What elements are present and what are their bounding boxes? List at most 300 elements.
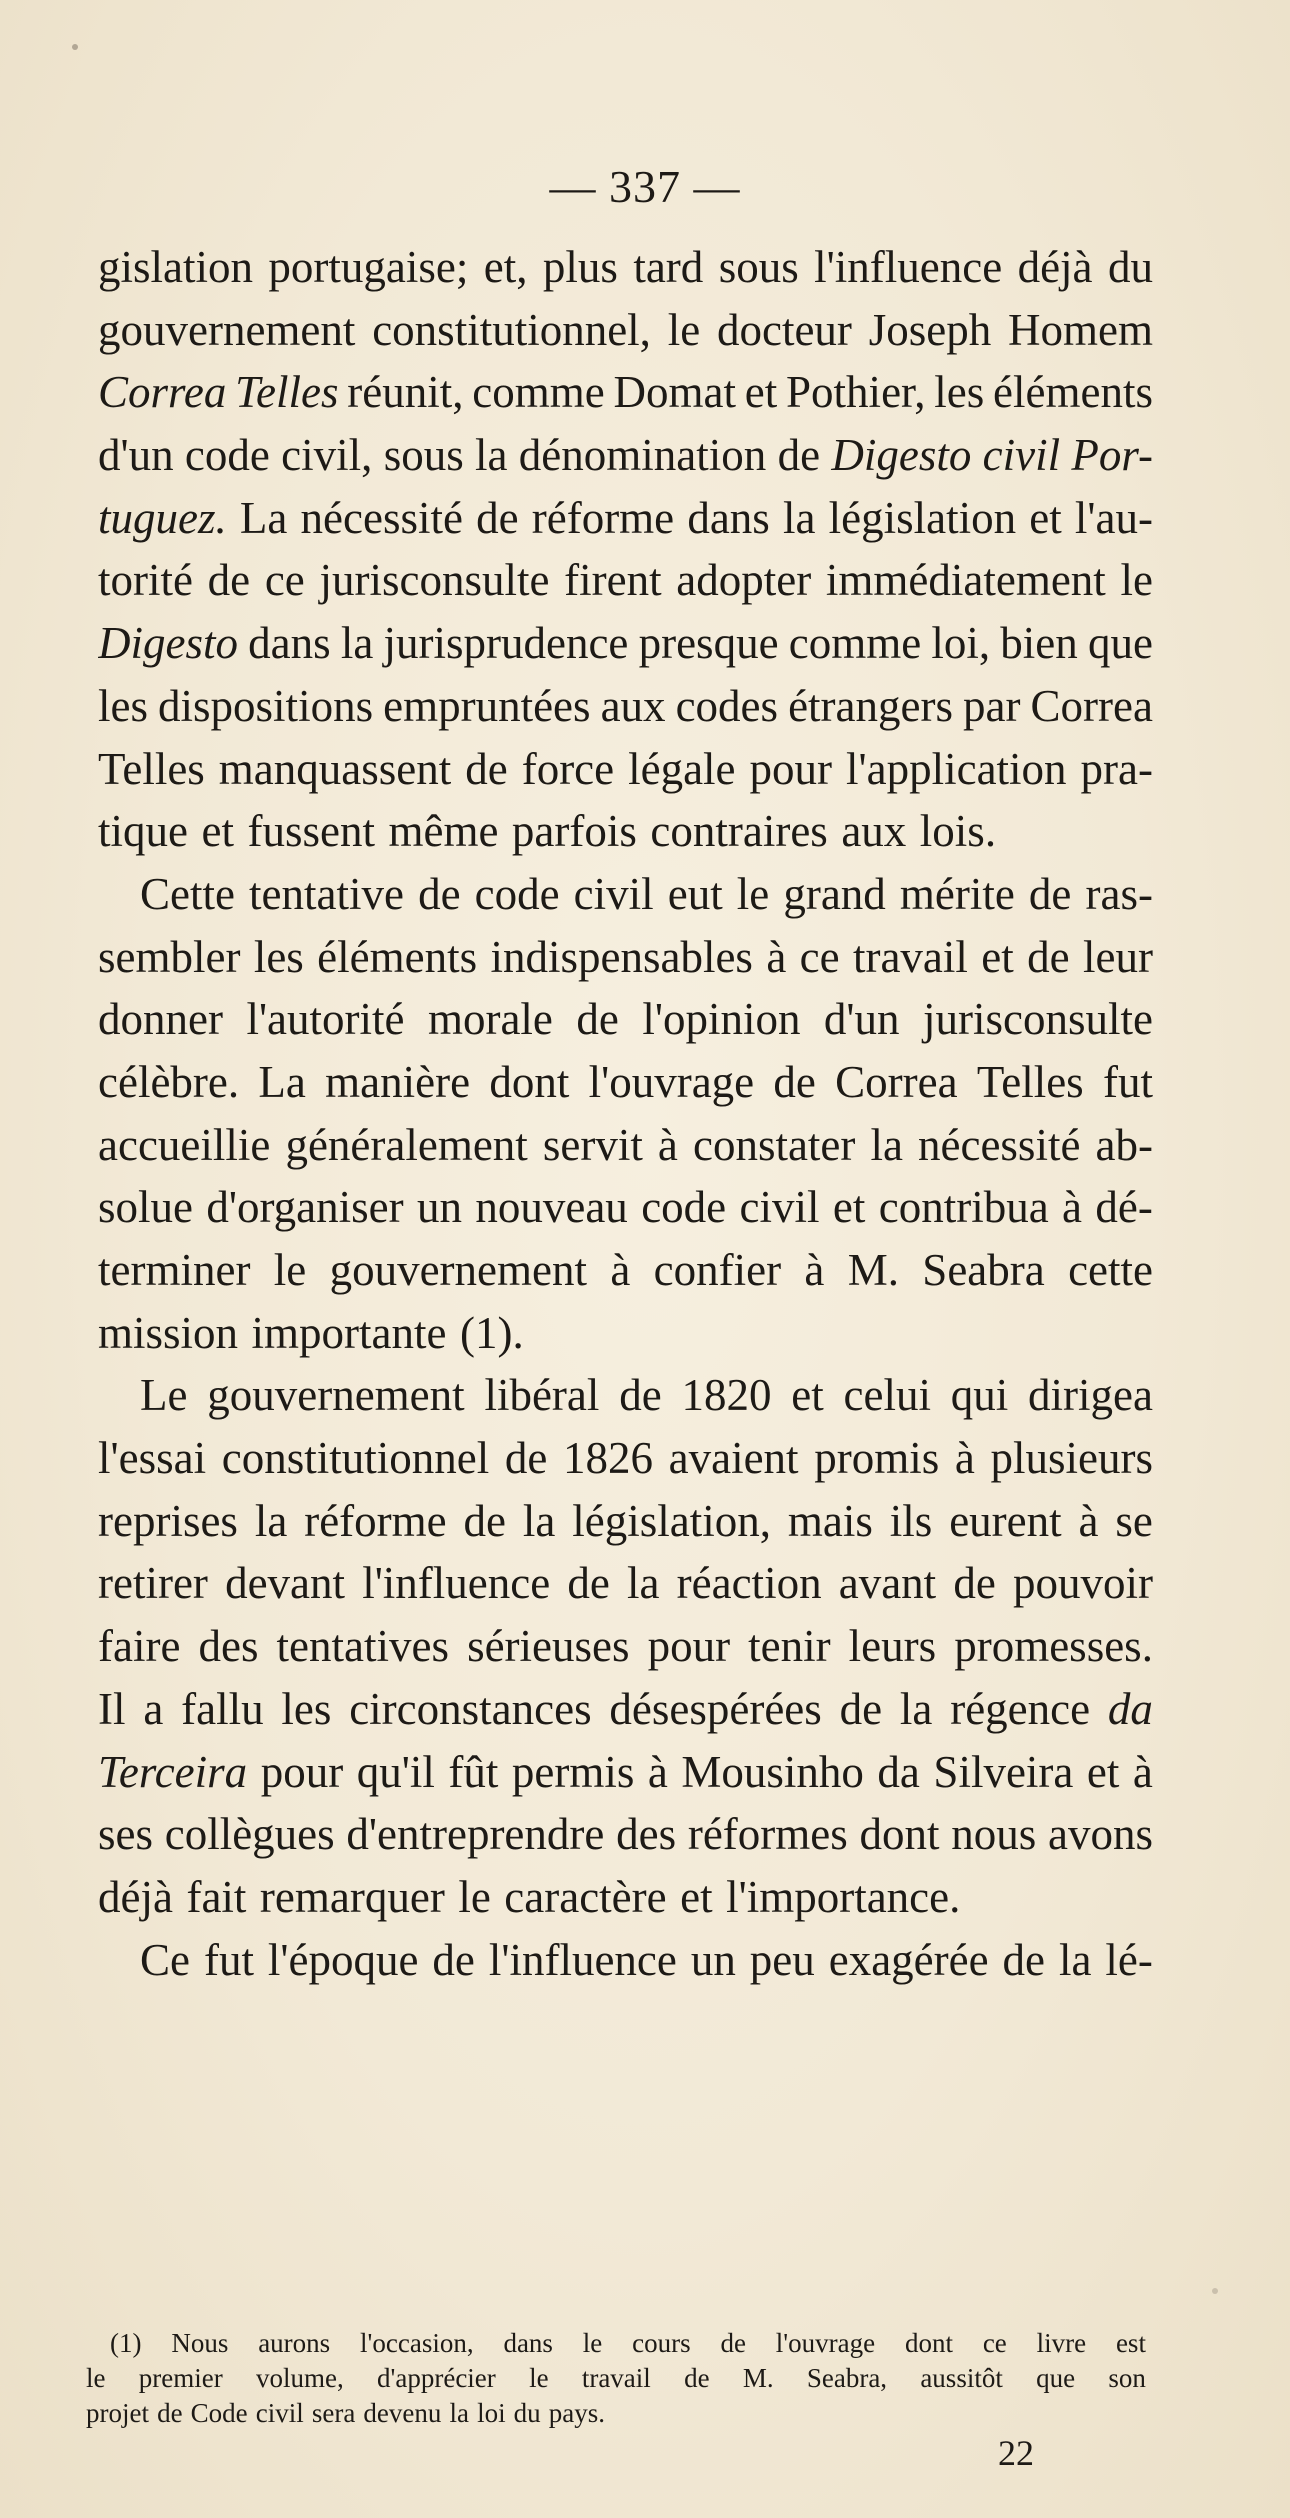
text-line — [98, 1552, 1153, 1615]
word: déjà — [1017, 242, 1093, 292]
word: code — [474, 868, 560, 919]
word: de — [418, 868, 461, 919]
word: à — [1062, 1182, 1083, 1233]
word: Domat — [613, 367, 736, 418]
word: est — [1115, 2328, 1146, 2358]
word: codes — [675, 680, 779, 731]
word: de — [576, 994, 619, 1045]
word: constitutionnel, — [372, 304, 651, 355]
word: servit — [542, 1119, 643, 1170]
word: da — [1107, 1683, 1153, 1734]
signature-mark: 22 — [998, 2433, 1034, 2473]
word: Il — [98, 1683, 126, 1734]
word: de — [777, 430, 821, 481]
text-line — [98, 612, 1153, 675]
word: jurisconsulte — [319, 555, 550, 606]
word: 1826 — [562, 1433, 653, 1484]
word: réformes — [687, 1809, 848, 1860]
word: gouvernement — [329, 1245, 587, 1295]
word: indispensables — [490, 931, 753, 982]
word: ils — [889, 1495, 933, 1546]
word: de — [1002, 1934, 1046, 1985]
word: qu'il — [356, 1746, 435, 1797]
word: à — [766, 931, 787, 982]
word: Le — [140, 1370, 188, 1421]
word: et — [791, 1370, 824, 1421]
word: pra- — [1080, 743, 1153, 794]
word: circonstances — [349, 1683, 592, 1734]
footnote-block — [86, 2326, 1146, 2431]
word: gislation — [98, 242, 253, 292]
word: réunit, — [347, 367, 464, 418]
word: étrangers — [788, 680, 953, 731]
word: le — [667, 304, 701, 355]
word: presque — [638, 618, 779, 669]
word: Seabra, — [806, 2363, 888, 2393]
word: de — [432, 1934, 475, 1985]
word: code — [641, 1182, 727, 1233]
word: et — [680, 1871, 713, 1922]
word: avaient — [668, 1433, 799, 1484]
word: l'autorité — [246, 994, 405, 1045]
text-line — [98, 299, 1153, 362]
word: ras- — [1085, 868, 1153, 919]
word: Seabra — [922, 1245, 1045, 1295]
word: Ce — [140, 1934, 190, 1985]
word: Correa — [835, 1056, 958, 1107]
word: grand — [783, 868, 886, 919]
word: d'apprécier — [377, 2363, 496, 2393]
text-line — [98, 1741, 1153, 1804]
footnote-line — [86, 2361, 1146, 2396]
word: de — [619, 1370, 662, 1421]
text-line — [98, 988, 1153, 1051]
word: fait — [186, 1871, 247, 1922]
word: immédiatement — [825, 555, 1106, 606]
word: à — [1078, 1495, 1099, 1546]
word: sous — [718, 242, 799, 292]
word: contribua — [878, 1182, 1049, 1233]
word: civil — [982, 430, 1061, 481]
text-line — [98, 1302, 1153, 1365]
word: l'ouvrage — [588, 1056, 755, 1107]
word: tuguez. — [98, 492, 227, 543]
word: de — [567, 1558, 610, 1609]
word: da — [877, 1746, 920, 1797]
word: jurisconsulte — [923, 994, 1153, 1045]
word: de — [463, 1495, 506, 1546]
word: de — [504, 1433, 548, 1484]
word: tenir — [748, 1621, 831, 1672]
word: gouvernement — [207, 1370, 465, 1421]
word: morale — [427, 994, 553, 1045]
word: Terceira — [98, 1746, 248, 1797]
word: civil — [255, 2398, 304, 2428]
word: livre — [1036, 2328, 1087, 2358]
word: (1) — [110, 2328, 142, 2358]
word: l'essai — [98, 1433, 207, 1484]
word: généralement — [285, 1119, 528, 1170]
word: eurent — [949, 1495, 1062, 1546]
word: celui — [843, 1370, 931, 1421]
word: à — [647, 1746, 668, 1797]
word: Homem — [1007, 304, 1153, 355]
word: son — [1108, 2363, 1146, 2393]
word: de — [773, 1056, 816, 1107]
word: Code — [190, 2398, 248, 2428]
text-line — [98, 738, 1153, 801]
word: lé- — [1105, 1934, 1153, 1985]
text-line — [98, 1364, 1153, 1427]
word: législation, — [572, 1495, 771, 1546]
word: par — [963, 680, 1021, 731]
word: dénomination — [518, 430, 767, 481]
word: terminer — [98, 1245, 251, 1295]
word: du — [1107, 242, 1153, 292]
word: Silveira — [933, 1746, 1074, 1797]
page-number: — 337 — — [549, 161, 741, 212]
word: aurons — [258, 2328, 331, 2358]
word: de — [465, 743, 508, 794]
text-line — [98, 1051, 1153, 1114]
word: volume, — [255, 2363, 344, 2393]
word: pour — [749, 743, 833, 794]
word: l'influence — [488, 1934, 677, 1985]
word: portugaise; — [268, 242, 469, 292]
word: confier — [653, 1245, 782, 1295]
text-line — [98, 1239, 1153, 1302]
word: la — [627, 1558, 660, 1609]
word: désespérées — [609, 1683, 822, 1734]
word: comme — [472, 367, 605, 418]
main-text-block — [98, 236, 1153, 1991]
word: et — [832, 1182, 866, 1233]
word: leurs — [848, 1621, 937, 1672]
word: de — [684, 2363, 710, 2393]
word: Telles — [976, 1056, 1084, 1107]
word: de — [839, 1683, 883, 1734]
word: constater — [692, 1119, 856, 1170]
word: un — [690, 1934, 736, 1985]
word: aux — [841, 806, 907, 857]
word: premier — [138, 2363, 223, 2393]
word: aussitôt — [920, 2363, 1003, 2393]
word: travail — [852, 931, 968, 982]
text-line — [98, 675, 1153, 738]
word: tentatives — [276, 1621, 449, 1672]
text-line — [98, 487, 1153, 550]
word: civil — [573, 868, 654, 919]
footnote-line — [86, 2326, 1146, 2361]
word: dont — [904, 2328, 953, 2358]
word: et — [981, 931, 1014, 982]
word: la — [870, 1119, 903, 1170]
word: Nous — [171, 2328, 229, 2358]
word: constitutionnel — [221, 1433, 490, 1484]
word: solue — [98, 1182, 193, 1233]
word: que — [1036, 2363, 1076, 2393]
word: firent — [564, 555, 662, 606]
word: l'opinion — [642, 994, 801, 1045]
text-line — [98, 1678, 1153, 1741]
word: le — [86, 2363, 106, 2393]
word: nouveau — [475, 1182, 628, 1233]
word: comme — [788, 618, 922, 669]
text-line — [98, 236, 1153, 299]
word: se — [1115, 1495, 1153, 1546]
word: devant — [225, 1558, 346, 1609]
word: les — [98, 680, 148, 731]
word: de — [720, 2328, 746, 2358]
word: faire — [98, 1621, 181, 1672]
word: dans — [503, 2328, 553, 2358]
text-line — [98, 1866, 1153, 1929]
word: La — [258, 1056, 306, 1107]
word: Correa — [1030, 680, 1153, 731]
ink-speck — [1212, 2288, 1218, 2294]
word: torité — [98, 555, 193, 606]
text-line — [98, 863, 1153, 926]
word: Telles — [235, 367, 339, 418]
word: que — [1087, 618, 1153, 669]
word: permis — [511, 1746, 635, 1797]
word: à — [657, 1119, 678, 1170]
word: civil, — [281, 430, 373, 481]
word: dans — [687, 492, 770, 543]
word: tard — [633, 242, 704, 292]
word: promesses. — [954, 1621, 1153, 1672]
word: ce — [982, 2328, 1007, 2358]
word: d'organiser — [206, 1182, 404, 1233]
word: mission — [98, 1307, 239, 1358]
word: la — [449, 2398, 469, 2428]
word: déjà — [98, 1871, 173, 1922]
word: législation — [828, 492, 1017, 543]
word: et — [1086, 1746, 1120, 1797]
word: de — [476, 492, 519, 543]
word: leur — [1082, 931, 1153, 982]
word: le — [458, 1871, 491, 1922]
word: force — [521, 743, 615, 794]
word: la — [899, 1683, 933, 1734]
word: travail — [581, 2363, 651, 2393]
word: sous — [383, 430, 464, 481]
text-line — [98, 1176, 1153, 1239]
word: nécessité — [918, 1119, 1081, 1170]
word: dispositions — [158, 680, 374, 731]
word: adopter — [676, 555, 812, 606]
word: légale — [628, 743, 736, 794]
text-line — [98, 361, 1153, 424]
word: d'un — [823, 994, 900, 1045]
word: à — [610, 1245, 631, 1295]
word: un — [416, 1182, 462, 1233]
text-line — [98, 1929, 1153, 1992]
text-line — [98, 1490, 1153, 1553]
word: le — [736, 868, 770, 919]
word: régence — [950, 1683, 1091, 1734]
word: (1). — [460, 1307, 524, 1358]
word: des — [616, 1809, 677, 1860]
word: code — [184, 430, 270, 481]
word: l'influence — [362, 1558, 551, 1609]
word: la — [782, 492, 816, 543]
word: célèbre. — [98, 1056, 240, 1107]
word: et — [201, 806, 234, 857]
word: fût — [448, 1746, 499, 1797]
word: de — [953, 1558, 996, 1609]
word: cours — [632, 2328, 691, 2358]
word: manquassent — [218, 743, 452, 794]
word: la — [340, 618, 374, 669]
text-line — [98, 926, 1153, 989]
word: l'ouvrage — [775, 2328, 876, 2358]
word: Telles — [98, 743, 205, 794]
word: fallu — [181, 1683, 264, 1734]
word: ses — [98, 1809, 153, 1860]
word: La — [239, 492, 288, 543]
word: l'au- — [1074, 492, 1153, 543]
word: et — [1029, 492, 1062, 543]
word: le — [582, 2328, 603, 2358]
word: fut — [203, 1934, 254, 1985]
text-line — [98, 1615, 1153, 1678]
word: nous — [951, 1809, 1037, 1860]
word: les — [281, 1683, 332, 1734]
word: de — [207, 555, 251, 606]
word: plusieurs — [990, 1433, 1153, 1484]
word: manière — [325, 1056, 471, 1107]
word: 1820 — [681, 1370, 772, 1421]
word: du — [513, 2398, 541, 2428]
word: devenu — [363, 2398, 442, 2428]
word: M. — [847, 1245, 899, 1295]
word: eut — [667, 868, 723, 919]
word: dé- — [1095, 1182, 1153, 1233]
word: à — [804, 1245, 825, 1295]
word: ce — [799, 931, 840, 982]
word: Cette — [140, 868, 235, 919]
word: d'entreprendre — [346, 1809, 605, 1860]
word: jurisprudence — [383, 618, 629, 669]
footnote-line — [86, 2396, 1146, 2431]
word: contraires — [650, 806, 828, 857]
word: reprises — [98, 1495, 238, 1546]
word: la — [254, 1495, 288, 1546]
word: dont — [859, 1809, 940, 1860]
word: le — [529, 2363, 549, 2393]
word: Joseph — [868, 304, 992, 355]
word: même — [388, 806, 499, 857]
word: fut — [1102, 1056, 1153, 1107]
word: l'époque — [267, 1934, 419, 1985]
word: empruntées — [383, 680, 591, 731]
word: donner — [98, 994, 223, 1045]
word: et — [744, 367, 778, 418]
word: et, — [483, 242, 528, 292]
text-line — [98, 800, 1153, 863]
word: les — [253, 931, 304, 982]
word: le — [273, 1245, 307, 1295]
word: tique — [98, 806, 188, 857]
word: d'un — [98, 430, 174, 481]
word: bien — [1000, 618, 1078, 669]
word: sérieuses — [467, 1621, 630, 1672]
word: docteur — [716, 304, 852, 355]
word: de — [1028, 868, 1072, 919]
word: gouvernement — [98, 304, 356, 355]
word: sembler — [98, 931, 241, 982]
word: tentative — [249, 868, 404, 919]
word: à — [1132, 1746, 1153, 1797]
word: Por- — [1071, 430, 1153, 481]
ink-speck — [72, 44, 78, 50]
word: fussent — [247, 806, 375, 857]
word: plus — [542, 242, 618, 292]
word: loi — [477, 2398, 506, 2428]
word: à — [954, 1433, 975, 1484]
word: Mousinho — [681, 1746, 864, 1797]
word: projet — [86, 2398, 149, 2428]
word: retirer — [98, 1558, 208, 1609]
word: mais — [787, 1495, 873, 1546]
word: la — [522, 1495, 556, 1546]
word: loi, — [931, 618, 991, 669]
word: de — [157, 2398, 183, 2428]
word: collègues — [164, 1809, 335, 1860]
word: des — [198, 1621, 259, 1672]
word: accueillie — [98, 1119, 271, 1170]
word: promis — [814, 1433, 940, 1484]
word: importante — [251, 1307, 447, 1358]
word: pour — [647, 1621, 731, 1672]
word: l'importance. — [726, 1871, 961, 1922]
text-line — [98, 1427, 1153, 1490]
word: lois. — [919, 806, 997, 857]
word: Pothier, — [786, 367, 926, 418]
text-line — [98, 1114, 1153, 1177]
word: remarquer — [259, 1871, 445, 1922]
word: Digesto — [831, 430, 972, 481]
word: a — [143, 1683, 164, 1734]
word: éléments — [993, 367, 1153, 418]
word: réforme — [531, 492, 675, 543]
word: Digesto — [98, 618, 238, 669]
word: dans — [248, 618, 331, 669]
word: pour — [260, 1746, 344, 1797]
word: avant — [838, 1558, 937, 1609]
word: peu — [749, 1934, 815, 1985]
word: sera — [311, 2398, 356, 2428]
word: exagérée — [828, 1934, 989, 1985]
word: les — [934, 367, 985, 418]
word: aux — [600, 680, 666, 731]
word: la — [1058, 1934, 1092, 1985]
word: M. — [742, 2363, 774, 2393]
word: dirigea — [1028, 1370, 1153, 1421]
word: qui — [950, 1370, 1009, 1421]
word: libéral — [484, 1370, 600, 1421]
word: civil — [739, 1182, 820, 1233]
word: le — [1120, 555, 1153, 606]
word: nécessité — [300, 492, 463, 543]
text-line — [98, 549, 1153, 612]
word: pouvoir — [1012, 1558, 1153, 1609]
word: pays. — [548, 2398, 606, 2428]
text-line — [98, 1803, 1153, 1866]
word: Correa — [98, 367, 227, 418]
word: dont — [489, 1056, 570, 1107]
